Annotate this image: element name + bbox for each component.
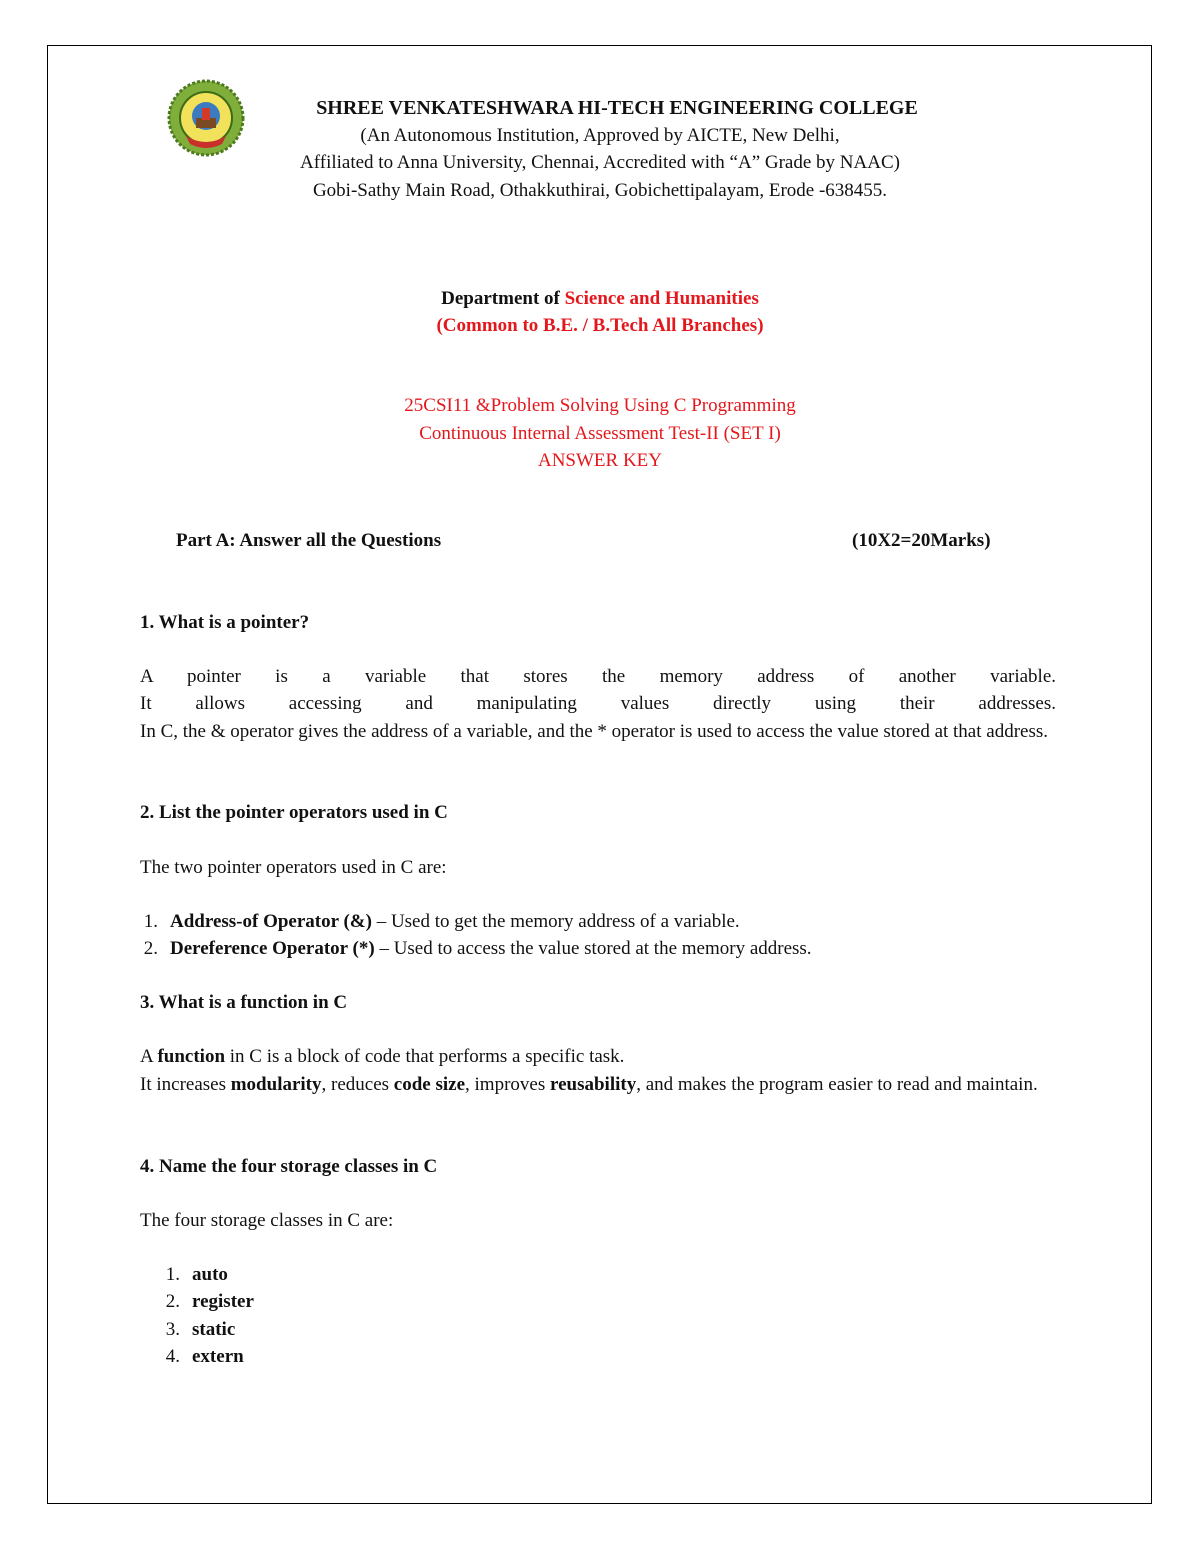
q1-answer-line-2: It allows accessing and manipulating values directly using their addresses. bbox=[140, 693, 1056, 714]
q4-list-item bbox=[160, 1288, 254, 1315]
question-4: 4. Name the four storage classes in C bbox=[140, 1156, 438, 1177]
q4-list-item bbox=[160, 1343, 244, 1370]
text-run: in C is a block of code that performs a specific task. bbox=[225, 1046, 625, 1067]
course-title: 25CSI11 &Problem Solving Using C Programming bbox=[404, 395, 796, 416]
question-2: 2. List the pointer operators used in C bbox=[140, 802, 448, 823]
list-number: 3. bbox=[165, 1319, 180, 1340]
list-term: register bbox=[192, 1291, 254, 1312]
college-status-line: (An Autonomous Institution, Approved by AICTE, New Delhi, bbox=[360, 125, 840, 146]
text-run: , reduces bbox=[321, 1074, 394, 1095]
list-term: auto bbox=[192, 1264, 228, 1285]
bold-term: reusability bbox=[550, 1074, 637, 1095]
list-desc: – Used to get the memory address of a variable. bbox=[371, 911, 740, 932]
q1-answer-line-1: A pointer is a variable that stores the memory address of another variable. bbox=[140, 666, 1056, 687]
q4-intro: The four storage classes in C are: bbox=[140, 1210, 394, 1231]
college-address-line: Gobi-Sathy Main Road, Othakkuthirai, Gobichettipalayam, Erode -638455. bbox=[312, 180, 888, 201]
q3-answer-sentence-2 bbox=[140, 1071, 1060, 1098]
list-desc: – Used to access the value stored at the memory address. bbox=[374, 938, 812, 959]
part-a-marks: (10X2=20Marks) bbox=[852, 530, 991, 551]
list-number: 1. bbox=[165, 1264, 180, 1285]
question-1: 1. What is a pointer? bbox=[140, 612, 310, 633]
department-name: Science and Humanities bbox=[564, 288, 759, 309]
text-run: , and makes the program easier to read and maintain. bbox=[636, 1074, 1038, 1095]
bold-term: modularity bbox=[230, 1074, 322, 1095]
test-title: Continuous Internal Assessment Test-II (SET I) bbox=[419, 423, 781, 444]
list-term: Address-of Operator (&) bbox=[170, 911, 372, 932]
list-term: extern bbox=[192, 1346, 244, 1367]
bold-term: function bbox=[157, 1046, 226, 1067]
department-heading bbox=[0, 285, 1200, 313]
q2-intro: The two pointer operators used in C are: bbox=[140, 857, 447, 878]
list-number: 4. bbox=[165, 1346, 180, 1367]
college-name: SHREE VENKATESHWARA HI-TECH ENGINEERING COLLEGE bbox=[316, 97, 918, 119]
list-term: Dereference Operator (*) bbox=[170, 938, 375, 959]
answer-key-label: ANSWER KEY bbox=[537, 450, 663, 471]
q2-list-item bbox=[138, 935, 812, 962]
list-term: static bbox=[192, 1319, 236, 1340]
text-run: A bbox=[140, 1046, 158, 1067]
q4-list-item bbox=[160, 1261, 228, 1288]
text-run: , improves bbox=[465, 1074, 550, 1095]
bold-term: code size bbox=[393, 1074, 466, 1095]
department-prefix: Department of bbox=[441, 288, 565, 309]
college-affiliation-line: Affiliated to Anna University, Chennai, Accredited with “A” Grade by NAAC) bbox=[300, 152, 900, 173]
q1-answer-paragraph: In C, the & operator gives the address of a variable, and the * operator is used to access the value stored at that address. bbox=[140, 721, 1049, 742]
q3-answer-sentence-1 bbox=[140, 1043, 1060, 1070]
question-3: 3. What is a function in C bbox=[140, 992, 348, 1013]
common-branches: (Common to B.E. / B.Tech All Branches) bbox=[436, 315, 764, 336]
part-a-title: Part A: Answer all the Questions bbox=[176, 530, 442, 551]
text-run: It increases bbox=[140, 1074, 231, 1095]
q4-list-item bbox=[160, 1316, 235, 1343]
list-number: 2. bbox=[143, 938, 158, 959]
list-number: 1. bbox=[143, 911, 158, 932]
q2-list-item bbox=[138, 908, 740, 935]
list-number: 2. bbox=[165, 1291, 180, 1312]
